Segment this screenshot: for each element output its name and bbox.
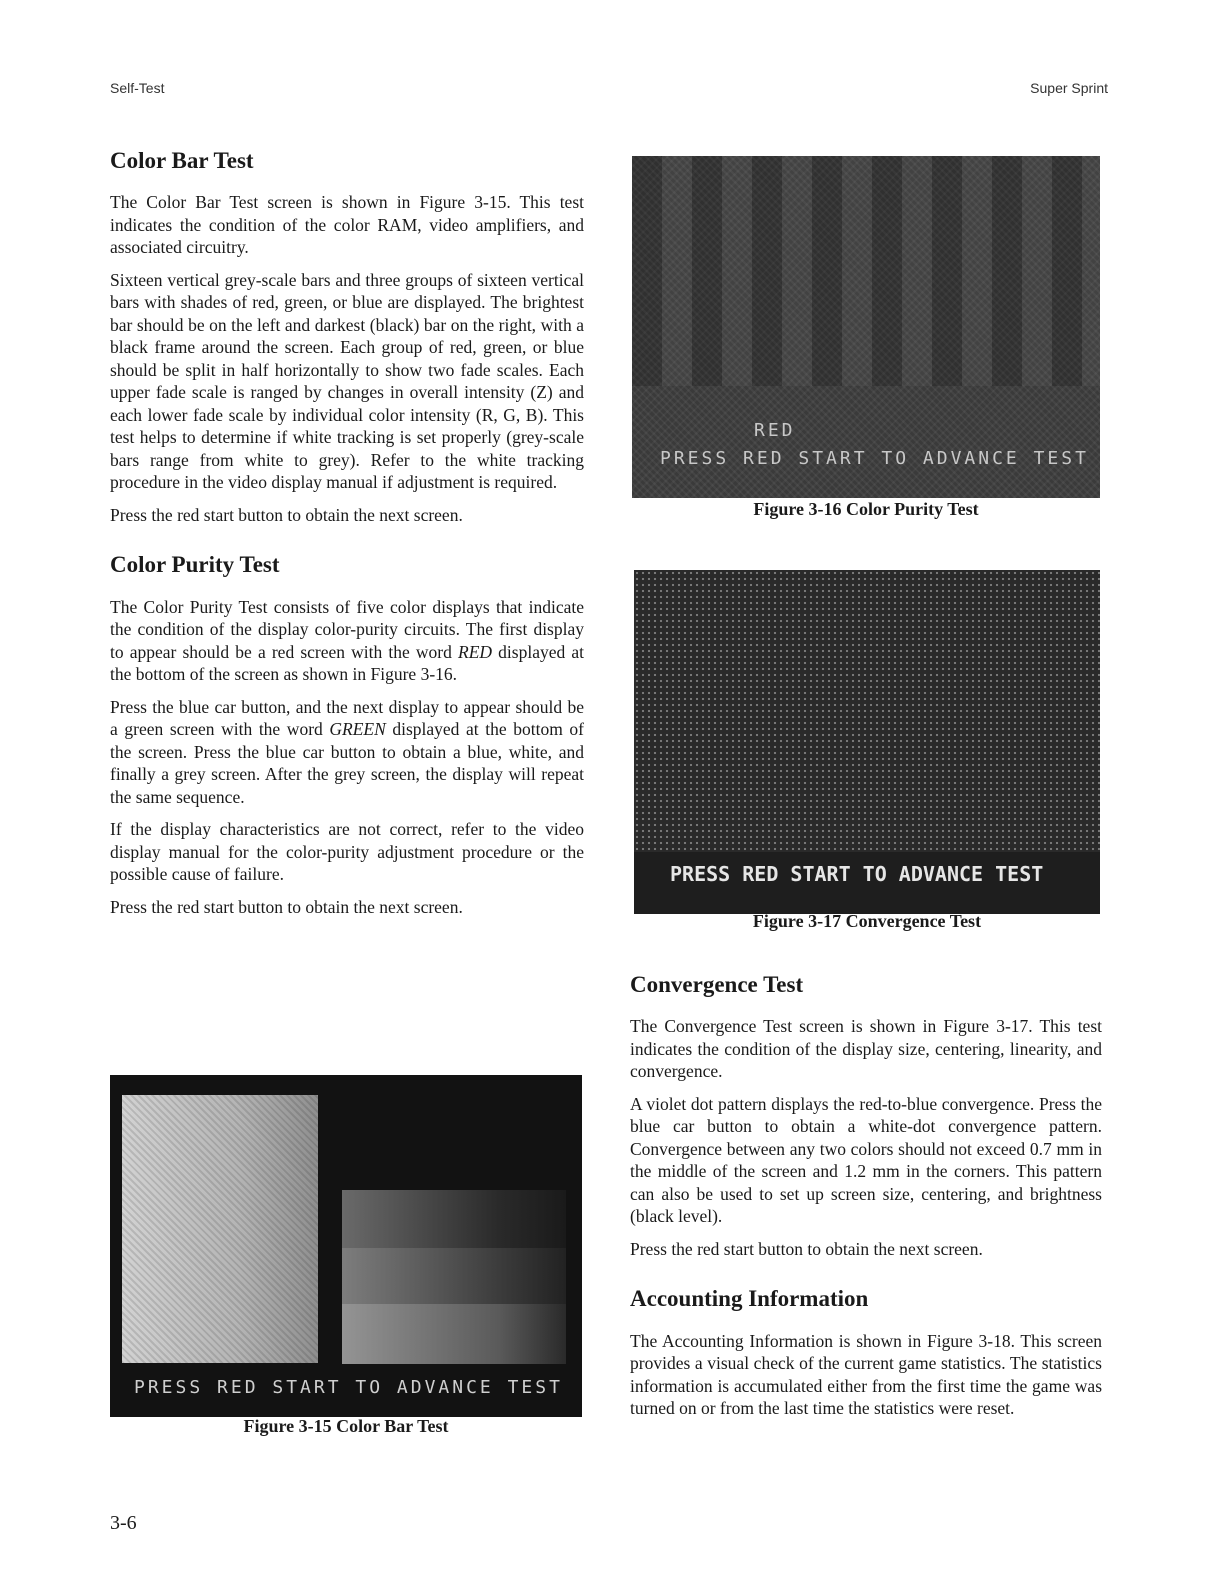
- color-bar-test-p1: The Color Bar Test screen is shown in Figure 3-15. This test indicates the condition of the color RAM, video amplifiers, and associated circuitry.: [110, 192, 584, 258]
- convergence-test-heading: Convergence Test: [630, 972, 804, 997]
- running-head-right: Super Sprint: [1030, 80, 1108, 96]
- figure-3-15-screen-prompt: PRESS RED START TO ADVANCE TEST: [134, 1377, 563, 1398]
- accounting-information-heading: Accounting Information: [630, 1286, 869, 1312]
- accounting-information-p1: The Accounting Information is shown in Figure 3-18. This screen provides a visual check of the current game statistics. The statistics information is accumulated either from the first time the game was turned on or from the last time the statistics were reset.: [630, 1330, 1102, 1419]
- figure-3-16-photo: [632, 156, 1100, 498]
- figure-3-17-screen-prompt: PRESS RED START TO ADVANCE TEST: [670, 862, 1044, 886]
- color-purity-test-p4: Press the red start button to obtain the next screen.: [110, 896, 463, 917]
- color-bar-group-3: [342, 1304, 566, 1364]
- convergence-test-p2: A violet dot pattern displays the red-to-blue convergence. Press the blue car button to obtain a white-dot convergence pattern. Convergence between any two colors should not exceed 0.7 mm in the middle of the screen and 1.2 mm in the corners. This pattern can also be used to set up screen size, centering, and brightness (black level).: [630, 1093, 1102, 1227]
- running-head-left: Self-Test: [110, 80, 165, 96]
- color-bar-test-p3: Press the red start button to obtain the next screen.: [110, 504, 463, 525]
- page-number: 3-6: [110, 1512, 137, 1534]
- color-bar-test-heading: Color Bar Test: [110, 148, 254, 173]
- color-bar-group-2: [342, 1248, 566, 1304]
- color-purity-test-p1: The Color Purity Test consists of five color displays that indicate the condition of the display color-purity circuits. The first display to appear should be a red screen with the word RED displayed at the bottom of the screen as shown in Figure 3-16.: [110, 596, 584, 685]
- figure-3-16-screen-word: RED: [754, 420, 796, 441]
- convergence-test-p1: The Convergence Test screen is shown in Figure 3-17. This test indicates the condition of the display size, centering, linearity, and convergence.: [630, 1016, 1102, 1082]
- figure-3-16-caption: Figure 3-16 Color Purity Test: [753, 499, 979, 519]
- figure-3-17-photo: [634, 570, 1100, 914]
- figure-3-17-caption: Figure 3-17 Convergence Test: [752, 911, 982, 931]
- right-column: [630, 972, 1102, 1430]
- color-purity-test-heading: Color Purity Test: [110, 552, 280, 578]
- figure-3-15-photo: [110, 1075, 582, 1417]
- figure-3-16-screen-prompt: PRESS RED START TO ADVANCE TEST: [660, 448, 1089, 469]
- color-purity-test-p3: If the display characteristics are not correct, refer to the video display manual for the color-purity adjustment procedure or the possible cause of failure.: [110, 819, 584, 885]
- color-bar-test-p2: Sixteen vertical grey-scale bars and three groups of sixteen vertical bars with shades of red, green, or blue are displayed. The brightest bar should be on the left and darkest (black) bar on the right, with a black frame around the screen. Each group of red, green, or blue should be split in half horizontally to show two fade scales. Each upper fade scale is ranged by changes in overall intensity (Z) and each lower fade scale by individual color intensity (R, G, B). This test helps to determine if white tracking is set properly (grey-scale bars range from white to grey). Refer to the white tracking procedure in the video display manual if adjustment is required.: [110, 269, 584, 493]
- figure-3-15-caption: Figure 3-15 Color Bar Test: [243, 1416, 449, 1436]
- color-purity-test-p2: Press the blue car button, and the next display to appear should be a green screen with the word GREEN displayed at the bottom of the screen. Press the blue car button to obtain a blue, white, and finally a grey screen. After the grey screen, the display will repeat the same sequence.: [110, 696, 584, 807]
- color-bar-group-1: [342, 1190, 566, 1248]
- grey-scale-bars: [122, 1095, 318, 1363]
- convergence-test-p3: Press the red start button to obtain the next screen.: [630, 1238, 983, 1259]
- purity-bars: [632, 156, 1100, 386]
- left-column: [110, 148, 584, 928]
